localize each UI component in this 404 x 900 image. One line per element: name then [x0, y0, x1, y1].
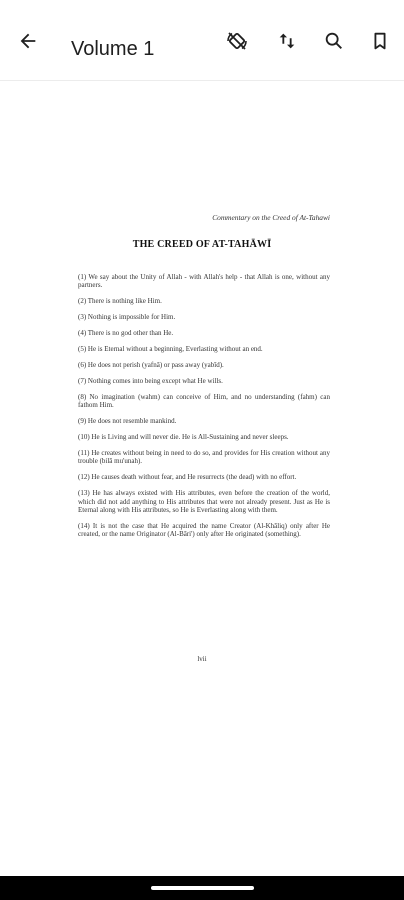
rotate-off-icon[interactable] [224, 28, 250, 54]
paragraph: (4) There is no god other than He. [78, 329, 174, 338]
paragraph: (7) Nothing comes into being except what He wills. [78, 376, 223, 385]
running-head: Commentary on the Creed of At-Tahawi [212, 213, 330, 222]
paragraph-list [78, 273, 330, 546]
paragraph: (13) He has always existed with His attributes, even before the creation of the world, which did not add anything to His attributes that were not already present. Just as He is Eternal along with His attributes, so He is Everlasting along with them. [78, 489, 330, 514]
paragraph: (3) Nothing is impossible for Him. [78, 313, 176, 322]
paragraph: (14) It is not the case that He acquired the name Creator (Al-Khāliq) only after He created, or the name Originator (Al-Bāri') only after He originated (something). [78, 521, 330, 539]
system-navigation-bar [0, 876, 404, 900]
search-icon[interactable] [321, 28, 347, 54]
home-gesture-handle[interactable] [151, 886, 254, 890]
app-bar [0, 0, 404, 81]
paragraph: (12) He causes death without fear, and He resurrects (the dead) with no effort. [78, 473, 297, 482]
page-title: THE CREED OF AT-TAHĀWĪ [132, 239, 272, 250]
swap-vertical-icon[interactable] [274, 28, 300, 54]
paragraph: (11) He creates without being in need to do so, and provides for His creation without any trouble (bilā mu'unah). [78, 448, 330, 466]
back-arrow-icon[interactable] [15, 28, 41, 54]
document-title: Volume 1 [71, 38, 155, 60]
paragraph: (5) He is Eternal without a beginning, Everlasting without an end. [78, 345, 263, 354]
document-page [0, 81, 404, 876]
paragraph: (6) He does not perish (yafnā) or pass away (yabīd). [78, 360, 224, 369]
paragraph: (9) He does not resemble mankind. [78, 417, 177, 426]
paragraph: (10) He is Living and will never die. He is All-Sustaining and never sleeps. [78, 432, 289, 441]
page-number: lvii [197, 655, 207, 663]
paragraph: (8) No imagination (wahm) can conceive of Him, and no understanding (fahm) can fathom Him. [78, 392, 330, 410]
bookmark-icon[interactable] [367, 28, 393, 54]
paragraph: (1) We say about the Unity of Allah - with Allah's help - that Allah is one, without any partners. [78, 273, 330, 290]
pdf-viewer[interactable] [0, 81, 404, 876]
paragraph: (2) There is nothing like Him. [78, 297, 162, 306]
